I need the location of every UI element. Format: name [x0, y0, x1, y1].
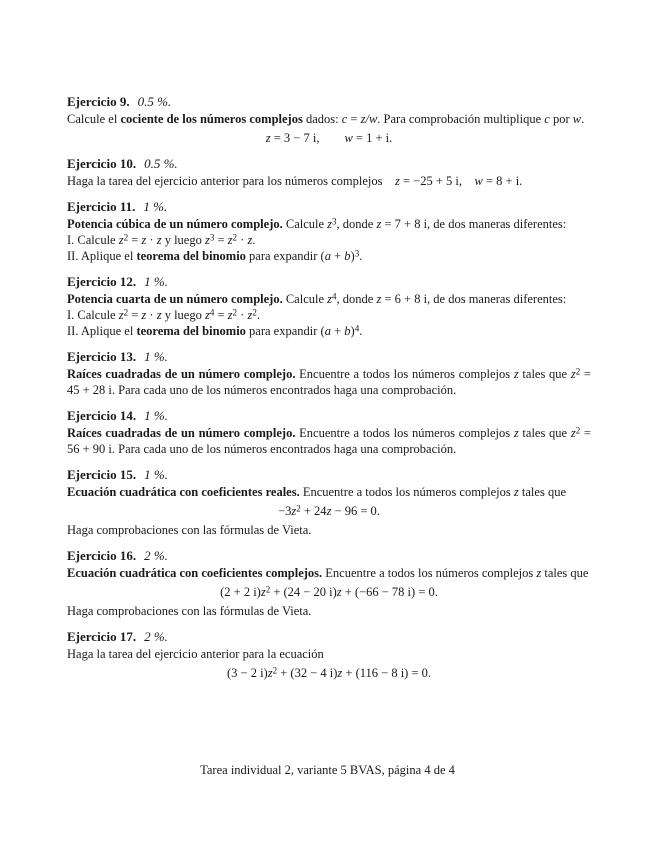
text-run: z — [247, 308, 253, 322]
text-run: . — [256, 308, 260, 322]
exercise-title: Ejercicio 12. — [67, 274, 137, 289]
text-run: Ecuación cuadrática con coeficientes complejos. — [67, 566, 323, 580]
exercise-13 — [67, 348, 591, 398]
text-run: por — [549, 112, 573, 126]
text-run: z — [536, 566, 542, 580]
text-run: c — [341, 112, 348, 126]
page-footer — [0, 763, 655, 778]
text-run: Potencia cuarta de un número complejo. — [67, 292, 283, 306]
text-run: z — [513, 426, 519, 440]
math-formula — [67, 665, 591, 681]
exercise-title: Ejercicio 16. — [67, 548, 137, 563]
exercise-title: Ejercicio 9. — [67, 94, 130, 109]
exercise-title: Ejercicio 15. — [67, 467, 137, 482]
text-run: z — [570, 426, 576, 440]
text-run: z/w — [360, 112, 378, 126]
text-run: Encuentre a todos los números complejos — [322, 566, 537, 580]
text-run: + (24 − 20 i) — [270, 585, 337, 599]
exercise-12 — [67, 273, 591, 339]
text-run: = — [128, 308, 142, 322]
text-run: · — [146, 233, 157, 247]
exercise-heading — [67, 628, 591, 645]
text-run: 4 — [354, 323, 360, 334]
text-run: z — [141, 233, 147, 247]
text-run: II. Aplique el — [67, 249, 137, 263]
exercise-17 — [67, 628, 591, 681]
text-run: Encuentre a todos los números complejos — [295, 426, 514, 440]
text-run: −3 — [278, 504, 292, 518]
math-formula — [67, 503, 591, 519]
text-run — [319, 131, 344, 145]
exercise-weight: 0.5 %. — [144, 156, 178, 171]
text-run: z — [570, 367, 576, 381]
exercise-weight: 1 %. — [144, 467, 168, 482]
exercise-heading — [67, 407, 591, 424]
text-run: 2 — [232, 307, 238, 318]
text-run: = 1 + i. — [352, 131, 393, 145]
text-run: (2 + 2 i) — [220, 585, 261, 599]
text-run: = 3 − 7 i, — [270, 131, 320, 145]
text-run: ) — [350, 249, 355, 263]
text-run: Raíces cuadradas de un número complejo. — [67, 367, 296, 381]
text-run: 3 — [332, 216, 337, 227]
exercise-paragraph — [67, 232, 591, 248]
exercise-weight: 1 %. — [144, 349, 168, 364]
exercise-weight: 0.5 %. — [137, 94, 172, 109]
text-run: 2 — [123, 232, 129, 243]
text-run: + (−66 − 78 i) = 0. — [341, 585, 438, 599]
footer-text: Tarea individual 2, variante 5 BVAS, página 4 de 4 — [200, 763, 455, 777]
text-run: . — [252, 233, 256, 247]
exercise-11 — [67, 198, 591, 264]
text-run: y luego — [161, 233, 205, 247]
text-run: = — [128, 233, 142, 247]
text-run: , donde — [336, 217, 377, 231]
text-run: Raíces cuadradas de un número complejo. — [67, 426, 296, 440]
text-run: teorema del binomio — [136, 324, 246, 338]
text-run: w — [572, 112, 582, 126]
text-run: ) — [350, 324, 355, 338]
exercise-heading — [67, 348, 591, 365]
exercise-weight: 2 %. — [144, 629, 168, 644]
exercise-paragraph — [67, 248, 591, 264]
text-run: teorema del binomio — [136, 249, 246, 263]
exercise-weight: 1 %. — [143, 199, 168, 214]
text-run: 3 — [209, 232, 215, 243]
text-run: 2 — [123, 307, 129, 318]
text-run: = 7 + 8 i, de dos maneras diferentes: — [381, 217, 567, 231]
text-run: z — [376, 217, 382, 231]
text-run: z — [513, 485, 519, 499]
text-run: , donde — [336, 292, 377, 306]
text-run: · — [146, 308, 157, 322]
exercise-paragraph — [67, 173, 591, 189]
text-run: y luego — [161, 308, 205, 322]
exercise-heading — [67, 198, 591, 215]
text-run: z — [227, 233, 233, 247]
text-run: = — [214, 233, 228, 247]
text-run: = 45 + 28 i. Para cada uno de los números encontrados haga una comprobación. — [67, 367, 591, 397]
text-run: c — [544, 112, 550, 126]
text-run: Encuentre a todos los números complejos — [295, 367, 514, 381]
text-run: . — [359, 249, 363, 263]
exercise-paragraph — [67, 484, 591, 500]
text-run: 3 — [354, 248, 360, 259]
exercise-heading — [67, 547, 591, 564]
text-run: · — [237, 308, 248, 322]
text-run: tales que — [518, 485, 566, 499]
text-run: para expandir ( — [245, 324, 325, 338]
text-run: 2 — [575, 366, 581, 377]
exercise-weight: 1 %. — [144, 274, 168, 289]
exercise-paragraph — [67, 603, 591, 619]
text-run: . Para comprobación multiplique — [377, 112, 545, 126]
text-run: − 96 = 0. — [331, 504, 380, 518]
text-run: a — [324, 324, 331, 338]
exercise-9 — [67, 93, 591, 146]
text-run: tales que — [518, 367, 571, 381]
text-run: dados: — [302, 112, 342, 126]
text-run: Calcule — [282, 217, 328, 231]
text-run: z — [204, 233, 210, 247]
text-run: Haga la tarea del ejercicio anterior para la ecuación — [67, 647, 324, 661]
exercise-10 — [67, 155, 591, 189]
text-run: tales que — [541, 566, 589, 580]
text-run: z — [260, 585, 266, 599]
exercise-16 — [67, 547, 591, 619]
text-run: 2 — [272, 665, 278, 676]
exercise-heading — [67, 93, 591, 110]
math-formula — [67, 130, 591, 146]
text-run: + — [330, 324, 345, 338]
text-run: z — [327, 292, 333, 306]
text-run: = — [214, 308, 228, 322]
text-run: Calcule el — [67, 112, 121, 126]
exercise-paragraph — [67, 323, 591, 339]
text-run: b — [344, 249, 351, 263]
exercise-paragraph — [67, 646, 591, 662]
text-run: z — [513, 367, 519, 381]
text-run: 4 — [209, 307, 215, 318]
text-run: Ecuación cuadrática con coeficientes reales. — [67, 485, 300, 499]
text-run: para expandir ( — [245, 249, 325, 263]
text-run: 2 — [252, 307, 257, 318]
math-formula — [67, 584, 591, 600]
text-run: 2 — [232, 232, 238, 243]
text-run: = — [347, 112, 361, 126]
text-run: z — [265, 131, 271, 145]
text-run: 2 — [265, 584, 271, 595]
exercise-title: Ejercicio 17. — [67, 629, 137, 644]
text-run: = −25 + 5 i, — [399, 174, 475, 188]
text-run: = 56 + 90 i. Para cada uno de los números encontrados haga una comprobación. — [67, 426, 591, 456]
text-run: Haga la tarea del ejercicio anterior para los números complejos — [67, 174, 395, 188]
text-run: + — [330, 249, 345, 263]
text-run: z — [336, 585, 342, 599]
exercise-title: Ejercicio 13. — [67, 349, 137, 364]
text-run: z — [156, 308, 162, 322]
exercise-title: Ejercicio 10. — [67, 156, 137, 171]
text-run: Potencia cúbica de un número complejo. — [67, 217, 283, 231]
text-run: . — [581, 112, 585, 126]
text-run: z — [395, 174, 400, 188]
text-run: I. Calcule — [67, 233, 119, 247]
text-run: z — [327, 217, 333, 231]
text-run: = 8 + i. — [482, 174, 523, 188]
exercise-paragraph — [67, 565, 591, 581]
text-run: z — [376, 292, 382, 306]
exercise-title: Ejercicio 11. — [67, 199, 136, 214]
text-run: = 6 + 8 i, de dos maneras diferentes: — [381, 292, 567, 306]
text-run: z — [227, 308, 233, 322]
text-run: . — [359, 324, 363, 338]
exercise-paragraph — [67, 522, 591, 538]
text-run: a — [324, 249, 331, 263]
exercise-paragraph — [67, 307, 591, 323]
text-run: Encuentre a todos los números complejos — [299, 485, 514, 499]
text-run: Haga comprobaciones con las fórmulas de Vieta. — [67, 604, 312, 618]
text-run: z — [118, 308, 124, 322]
exercise-paragraph — [67, 366, 591, 398]
text-run: · — [237, 233, 248, 247]
text-run: z — [247, 233, 253, 247]
exercise-15 — [67, 466, 591, 538]
exercise-paragraph — [67, 291, 591, 307]
text-run: z — [204, 308, 210, 322]
text-run: b — [344, 324, 351, 338]
exercise-paragraph — [67, 425, 591, 457]
exercise-title: Ejercicio 14. — [67, 408, 137, 423]
exercise-weight: 2 %. — [144, 548, 168, 563]
exercise-14 — [67, 407, 591, 457]
text-run: Calcule — [282, 292, 328, 306]
text-run: z — [326, 504, 332, 518]
text-run: w — [474, 174, 483, 188]
exercise-paragraph — [67, 111, 591, 127]
exercise-heading — [67, 466, 591, 483]
text-run: w — [344, 131, 353, 145]
text-run: + (116 − 8 i) = 0. — [342, 666, 431, 680]
text-run: 2 — [575, 425, 581, 436]
text-run: II. Aplique el — [67, 324, 137, 338]
text-run: + 24 — [300, 504, 327, 518]
text-run: cociente de los números complejos — [120, 112, 303, 126]
exercise-weight: 1 %. — [144, 408, 168, 423]
text-run: z — [291, 504, 297, 518]
text-run: 2 — [296, 503, 301, 514]
text-run: tales que — [518, 426, 571, 440]
text-run: z — [141, 308, 147, 322]
exercise-heading — [67, 155, 591, 172]
text-run: I. Calcule — [67, 308, 119, 322]
exercise-list — [67, 93, 591, 684]
text-run: z — [337, 666, 343, 680]
exercise-paragraph — [67, 216, 591, 232]
text-run: z — [267, 666, 273, 680]
text-run: Haga comprobaciones con las fórmulas de Vieta. — [67, 523, 312, 537]
text-run: + (32 − 4 i) — [277, 666, 338, 680]
text-run: 4 — [332, 291, 337, 302]
text-run: z — [118, 233, 124, 247]
text-run: (3 − 2 i) — [227, 666, 268, 680]
exercise-heading — [67, 273, 591, 290]
text-run: z — [156, 233, 162, 247]
